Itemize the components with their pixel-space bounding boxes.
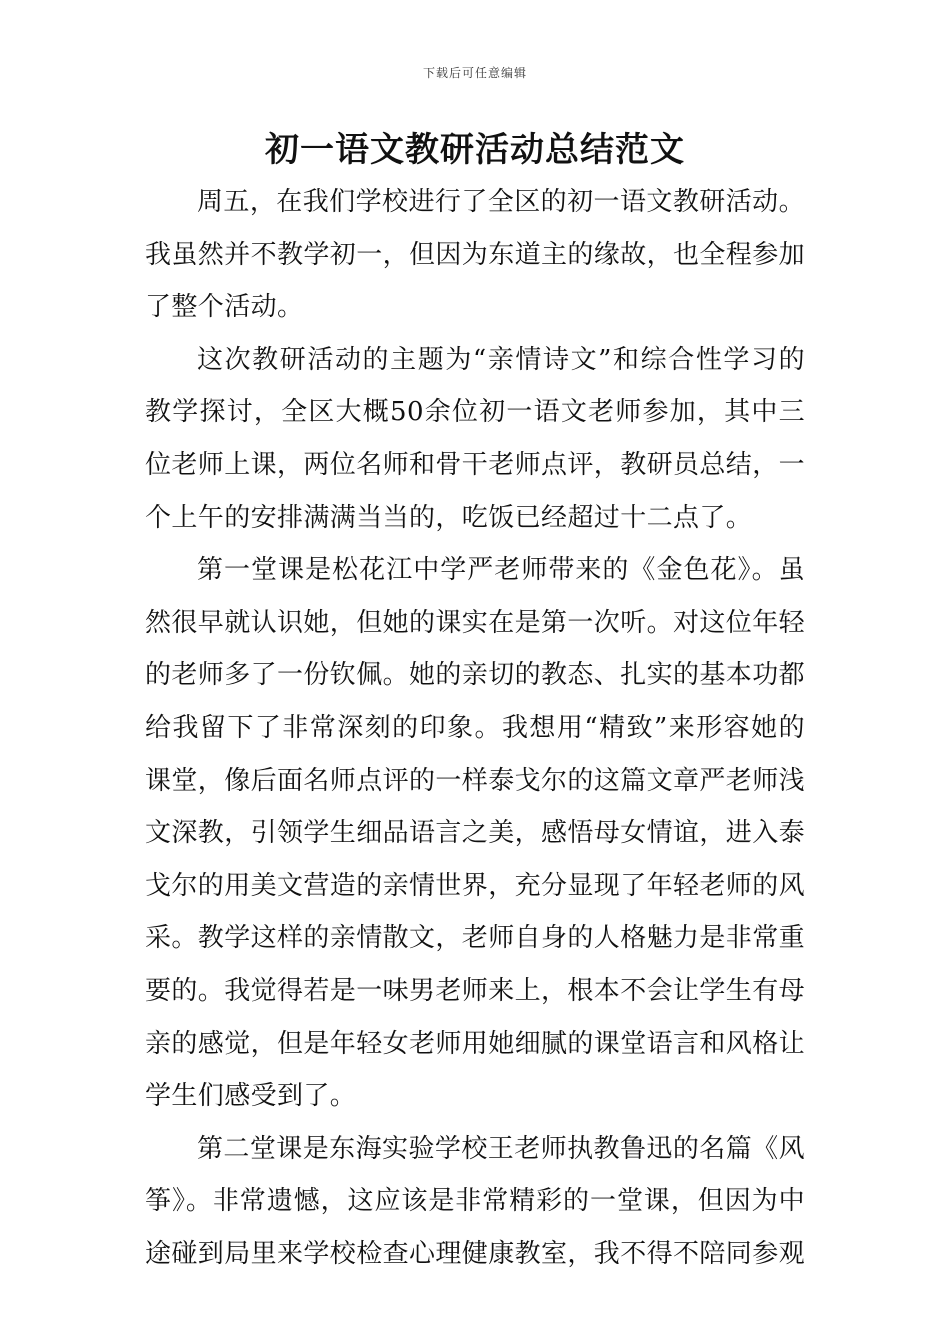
document-title: 初一语文教研活动总结范文 xyxy=(265,130,685,170)
paragraph: 第一堂课是松花江中学严老师带来的《金色花》。虽然很早就认识她，但她的课实在是第一次听。对这位年轻的老师多了一份钦佩。她的亲切的教态、扎实的基本功都给我留下了非常深刻的印象。我想用“精致”来形容她的课堂，像后面名师点评的一样泰戈尔的这篇文章严老师浅文深教，引领学生细品语言之美，感悟母女情谊，进入泰戈尔的用美文营造的亲情世界，充分显现了年轻老师的风采。教学这样的亲情散文，老师自身的人格魅力是非常重要的。我觉得若是一味男老师来上，根本不会让学生有母亲的感觉，但是年轻女老师用她细腻的课堂语言和风格让学生们感受到了。 xyxy=(145,555,806,1112)
header-note: 下载后可任意编辑 xyxy=(422,66,527,80)
paragraph: 周五，在我们学校进行了全区的初一语文教研活动。我虽然并不教学初一，但因为东道主的缘故，也全程参加了整个活动。 xyxy=(145,187,806,323)
paragraph: 第二堂课是东海实验学校王老师执教鲁迅的名篇《风筝》。非常遗憾，这应该是非常精彩的一堂课，但因为中途碰到局里来学校检查心理健康教室，我不得不陪同参观 xyxy=(145,1133,806,1269)
document-body xyxy=(145,176,805,1280)
paragraph: 这次教研活动的主题为“亲情诗文”和综合性学习的教学探讨，全区大概50余位初一语文老师参加，其中三位老师上课，两位名师和骨干老师点评，教研员总结，一个上午的安排满满当当的，吃饭已经超过十二点了。 xyxy=(145,344,806,533)
